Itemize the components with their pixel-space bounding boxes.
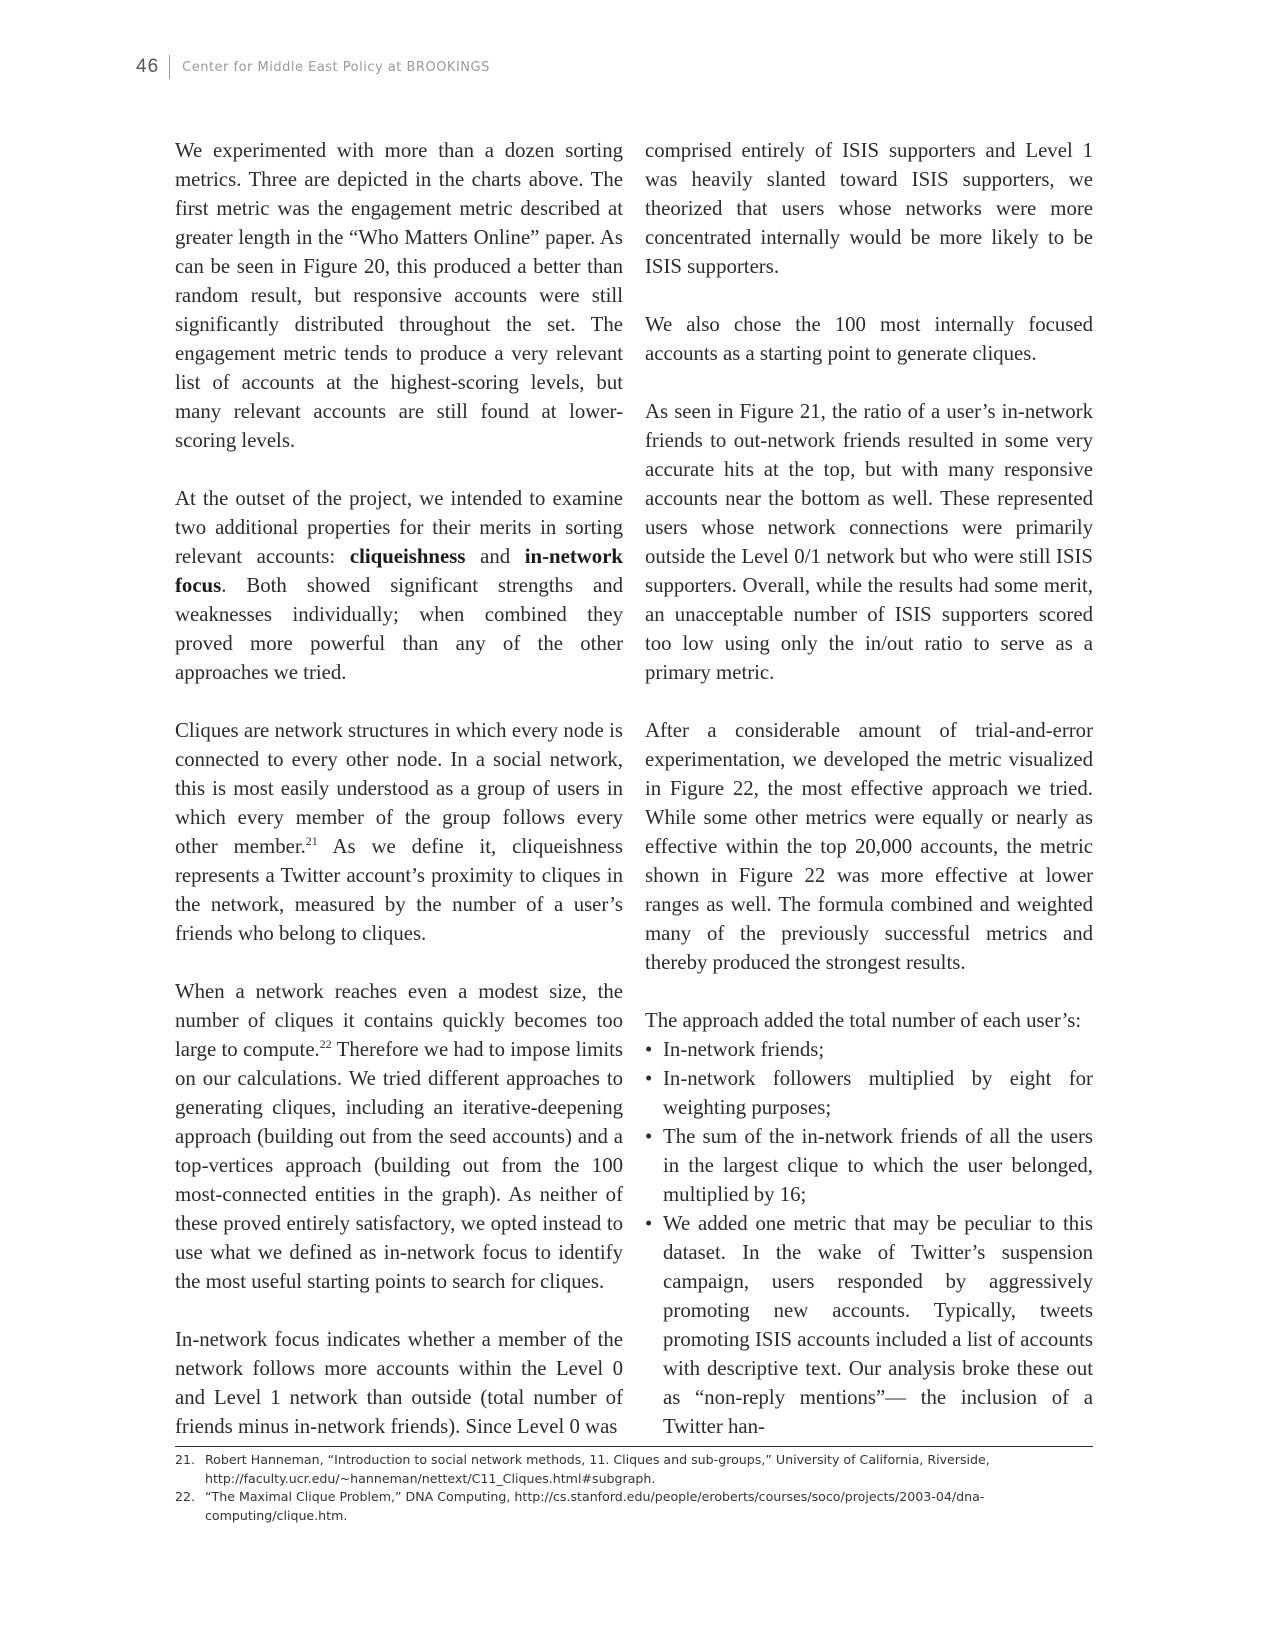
bullet-glyph: • xyxy=(645,1038,653,1061)
list-item xyxy=(645,1064,1093,1122)
footnote-text: Robert Hanneman, “Introduction to social network methods, 11. Cliques and sub-groups,” University of California, Riverside, http://faculty.ucr.edu/~hanneman/nettext/C11_Cliques.html#subgraph. xyxy=(205,1452,990,1486)
paragraph-cliques xyxy=(175,716,623,948)
running-header xyxy=(136,52,490,82)
term-in-network-focus: in-network focus xyxy=(175,545,623,597)
paragraph-figure-22: After a considerable amount of trial-and-error experimentation, we developed the metric visualized in Figure 22, the most effective approach we tried. While some other metrics were equally or nearly as effective within the top 20,000 accounts, the metric shown in Figure 22 was more effective at lower ranges as well. The formula combined and weighted many of the previously successful metrics and thereby produced the strongest results. xyxy=(645,719,1093,974)
paragraph-text: Therefore we had to impose limits on our calculations. We tried different approaches to generating cliques, including an iterative-deepening approach (building out from the seed accounts) and a top-vertices approach (building out from the 100 most-connected entities in the graph). As neither of these proved entirely satisfactory, we opted instead to use what we defined as in-network focus to identify the most useful starting points to search for cliques. xyxy=(175,1038,624,1293)
footnote-ref-21[interactable]: 21 xyxy=(305,834,318,848)
footnote-text: “The Maximal Clique Problem,” DNA Computing, http://cs.stanford.edu/people/eroberts/courses/soco/projects/2003-04/dna-computing/clique.htm. xyxy=(205,1489,985,1523)
paragraph-in-network-focus: In-network focus indicates whether a member of the network follows more accounts within the Level 0 and Level 1 network than outside (total number of friends minus in-network friends). Since Level 0 was xyxy=(175,1328,623,1438)
list-item xyxy=(645,1122,1093,1209)
footnote-number: 22. xyxy=(175,1489,196,1504)
paragraph-text: At the outset of the project, we intended to examine two additional properties for their merits in sorting relevant accounts: xyxy=(175,487,623,568)
approach-block xyxy=(645,1006,1093,1441)
list-item xyxy=(645,1035,1093,1064)
footnote-22 xyxy=(175,1488,1093,1525)
right-column xyxy=(645,136,1093,1441)
list-item-text: We added one metric that may be peculiar to this dataset. In the wake of Twitter’s suspension campaign, users responded by aggressively promoting new accounts. Typically, tweets promoting ISIS accounts included a list of accounts with descriptive text. Our analysis broke these out as “non-reply mentions”— the inclusion of a Twitter han- xyxy=(663,1212,1093,1438)
running-header-title: Center for Middle East Policy at BROOKINGS xyxy=(182,59,490,75)
paragraph-figure-21: As seen in Figure 21, the ratio of a user’s in-network friends to out-network friends resulted in some very accurate hits at the top, but with many responsive accounts near the bottom as well. These represented users whose network connections were primarily outside the Level 0/1 network but who were still ISIS supporters. Overall, while the results had some merit, an unacceptable number of ISIS supporters scored too low using only the in/out ratio to serve as a primary metric. xyxy=(645,400,1093,684)
bullet-glyph: • xyxy=(645,1125,653,1148)
paragraph-text: and xyxy=(465,545,525,568)
paragraph-sorting-metrics: We experimented with more than a dozen sorting metrics. Three are depicted in the charts above. The first metric was the engagement metric described at greater length in the “Who Matters Online” paper. As can be seen in Figure 20, this produced a better than random result, but responsive accounts were still significantly distributed throughout the set. The engagement metric tends to produce a very relevant list of accounts at the highest-scoring levels, but many relevant accounts are still found at lower-scoring levels. xyxy=(175,139,623,452)
footnotes xyxy=(175,1451,1093,1525)
footnote-divider xyxy=(175,1446,1093,1447)
paragraph-properties xyxy=(175,484,623,687)
list-item-text: In-network followers multiplied by eight for weighting purposes; xyxy=(663,1067,1093,1119)
paragraph-text: Cliques are network structures in which every node is connected to every other node. In a social network, this is most easily understood as a group of users in which every member of the group follows every other member. xyxy=(175,719,623,858)
paragraph-network-size xyxy=(175,977,623,1296)
paragraph-starting-point: We also chose the 100 most internally focused accounts as a starting point to generate cliques. xyxy=(645,313,1093,365)
paragraph-isis-supporters: comprised entirely of ISIS supporters and Level 1 was heavily slanted toward ISIS supporters, we theorized that users whose networks were more concentrated internally would be more likely to be ISIS supporters. xyxy=(645,139,1093,278)
bullet-glyph: • xyxy=(645,1067,653,1090)
term-cliqueishness: cliqueishness xyxy=(349,545,466,568)
header-divider xyxy=(169,55,170,79)
bullet-glyph: • xyxy=(645,1212,653,1235)
list-item-text: In-network friends; xyxy=(663,1038,825,1061)
list-item xyxy=(645,1209,1093,1441)
footnote-number: 21. xyxy=(175,1452,196,1467)
footnote-ref-22[interactable]: 22 xyxy=(319,1037,332,1051)
page-number: 46 xyxy=(136,56,160,77)
approach-intro: The approach added the total number of each user’s: xyxy=(645,1009,1082,1032)
approach-list xyxy=(645,1035,1093,1441)
list-item-text: The sum of the in-network friends of all the users in the largest clique to which the user belonged, multiplied by 16; xyxy=(663,1125,1093,1206)
paragraph-text: As we define it, cliqueishness represents a Twitter account’s proximity to cliques in the network, measured by the number of a user’s friends who belong to cliques. xyxy=(175,835,623,945)
paragraph-text: . Both showed significant strengths and weaknesses individually; when combined they proved more powerful than any of the other approaches we tried. xyxy=(175,574,623,684)
left-column xyxy=(175,136,623,1441)
paragraph-text: When a network reaches even a modest size, the number of cliques it contains quickly becomes too large to compute. xyxy=(175,980,623,1061)
footnote-21 xyxy=(175,1451,1093,1488)
